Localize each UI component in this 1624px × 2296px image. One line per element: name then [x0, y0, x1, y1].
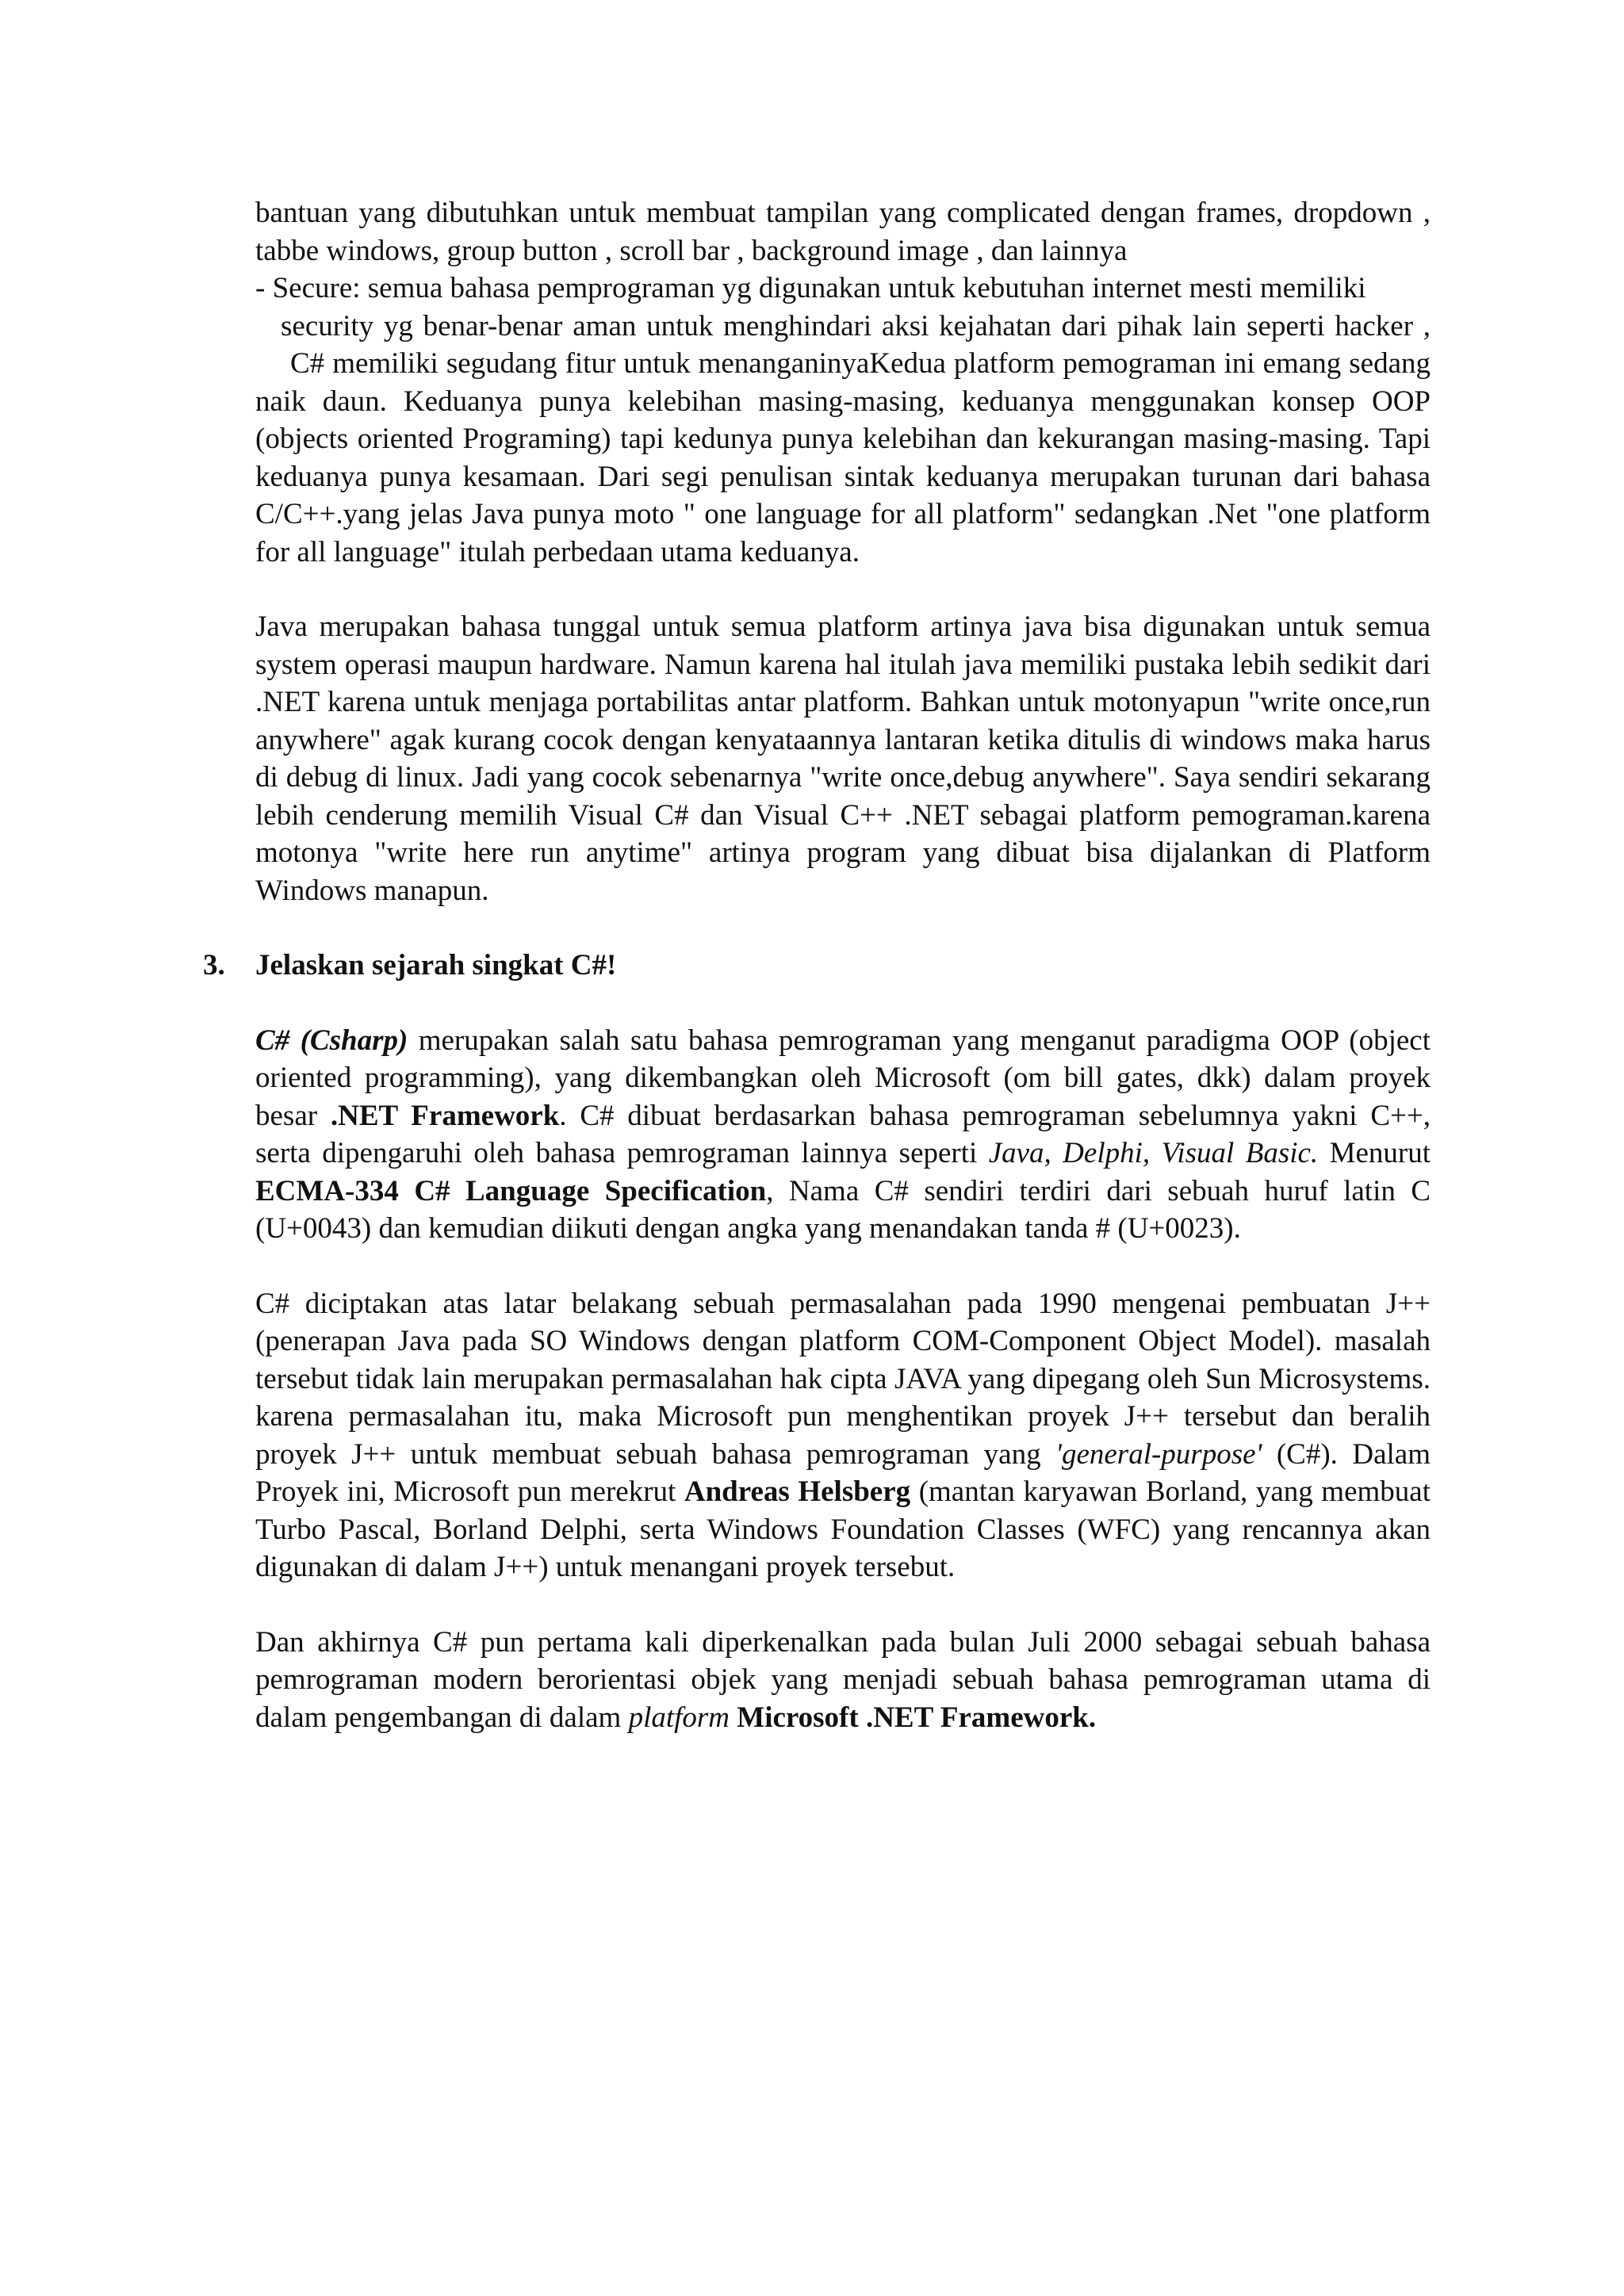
term-csharp: C# (Csharp) [255, 1024, 408, 1057]
text-span: . C# dibuat berdasarkan bahasa pemrograman sebelumnya yakni C++, serta dipengaruhi oleh bahasa pemrograman lainnya seperti [255, 1099, 1431, 1169]
term-ecma-spec: ECMA-334 C# Language Specification [255, 1174, 767, 1207]
person-name: Andreas Helsberg [684, 1475, 911, 1508]
text-span: security yg benar-benar aman untuk menghindari aksi kejahatan dari pihak lain seperti hacker [281, 309, 1414, 342]
text-span: (C#). Dalam Proyek ini, Microsoft pun merekrut [255, 1437, 1431, 1508]
csharp-paragraph [255, 1022, 1431, 1248]
text-span: C# diciptakan atas latar belakang sebuah permasalahan pada 1990 mengenai pembuatan J++ (penerapan Java pada SO Windows dengan platform COM-Component Object Model). masalah tersebut tidak lain merupakan permasalahan hak cipta JAVA yang dipegang oleh Sun Microsystems. karena permasalahan itu, maka Microsoft pun menghentikan proyek J++ tersebut dan beralih proyek J++ untuk membuat sebuah bahasa pemrograman yang [255, 1287, 1431, 1471]
term-net-framework: .NET Framework [330, 1099, 560, 1132]
text-line: bantuan yang dibutuhkan untuk membuat tampilan yang complicated dengan frames, dropdown , tabbe windows, group button , scroll bar , background image , dan lainnya [255, 197, 1431, 267]
text-span: , Nama C# sendiri terdiri dari sebuah huruf latin C (U+0043) dan kemudian diikuti dengan angka yang menandakan tanda # (U+0023). [255, 1174, 1431, 1245]
term-general-purpose: 'general-purpose' [1055, 1437, 1262, 1471]
final-paragraph [255, 1624, 1431, 1737]
term-platform: platform [628, 1701, 730, 1734]
text-span: C# memiliki segudang fitur untuk menanganinyaKedua platform pemograman ini emang sedang naik daun. Keduanya punya kelebihan masing-masing, keduanya menggunakan konsep OOP (objects oriented Programing) tapi kedunya punya kelebihan dan kekurangan masing-masing. Tapi keduanya punya kesamaan. Dari segi penulisan sintak keduanya merupakan turunan dari bahasa C/C++.yang jelas Java punya moto " one language for all platform" sedangkan .Net "one platform for all language" itulah perbedaan utama keduanya. [255, 347, 1431, 568]
section-heading [203, 947, 1431, 985]
heading-text: Jelaskan sejarah singkat C#! [255, 949, 617, 982]
text-span [730, 1701, 737, 1734]
text-line: - Secure: semua bahasa pemprograman yg digunakan untuk kebutuhan internet mesti memiliki [255, 272, 1366, 304]
history-paragraph [255, 1285, 1431, 1586]
text-paragraph [255, 345, 1431, 571]
document-body [203, 194, 1431, 1736]
text-span: Dan akhirnya C# pun pertama kali diperkenalkan pada bulan Juli 2000 sebagai sebuah bahasa pemrograman modern berorientasi objek yang menjadi sebuah bahasa pemrograman utama di dalam pengembangan di dalam [255, 1625, 1431, 1734]
java-paragraph: Java merupakan bahasa tunggal untuk semua platform artinya java bisa digunakan untuk semua system operasi maupun hardware. Namun karena hal itulah java memiliki pustaka lebih sedikit dari .NET karena untuk menjaga portabilitas antar platform. Bahkan untuk motonyapun "write once,run anywhere" agak kurang cocok dengan kenyataannya lantaran ketika ditulis di windows maka harus di debug di linux. Jadi yang cocok sebenarnya "write once,debug anywhere". Saya sendiri sekarang lebih cenderung memilih Visual C# dan Visual C++ .NET sebagai platform pemograman.karena motonya "write here run anytime" artinya program yang dibuat bisa dijalankan di Platform Windows manapun. [255, 610, 1431, 907]
term-languages: Java, Delphi, Visual Basic. [988, 1137, 1319, 1169]
trailing-comma: , [1423, 309, 1431, 342]
text-span: Menurut [1318, 1137, 1431, 1169]
text-span: (mantan karyawan Borland, yang membuat Turbo Pascal, Borland Delphi, serta Windows Foundation Classes (WFC) yang rencannya akan digunakan di dalam J++) untuk menangani proyek tersebut. [255, 1475, 1431, 1583]
text-span: merupakan salah satu bahasa pemrograman yang menganut paradigma OOP (object oriented programming), yang dikembangkan oleh Microsoft (om bill gates, dkk) dalam proyek besar [255, 1024, 1431, 1132]
text-line [255, 308, 1431, 346]
heading-number: 3. [203, 949, 225, 982]
term-ms-framework: Microsoft .NET Framework. [737, 1701, 1097, 1734]
